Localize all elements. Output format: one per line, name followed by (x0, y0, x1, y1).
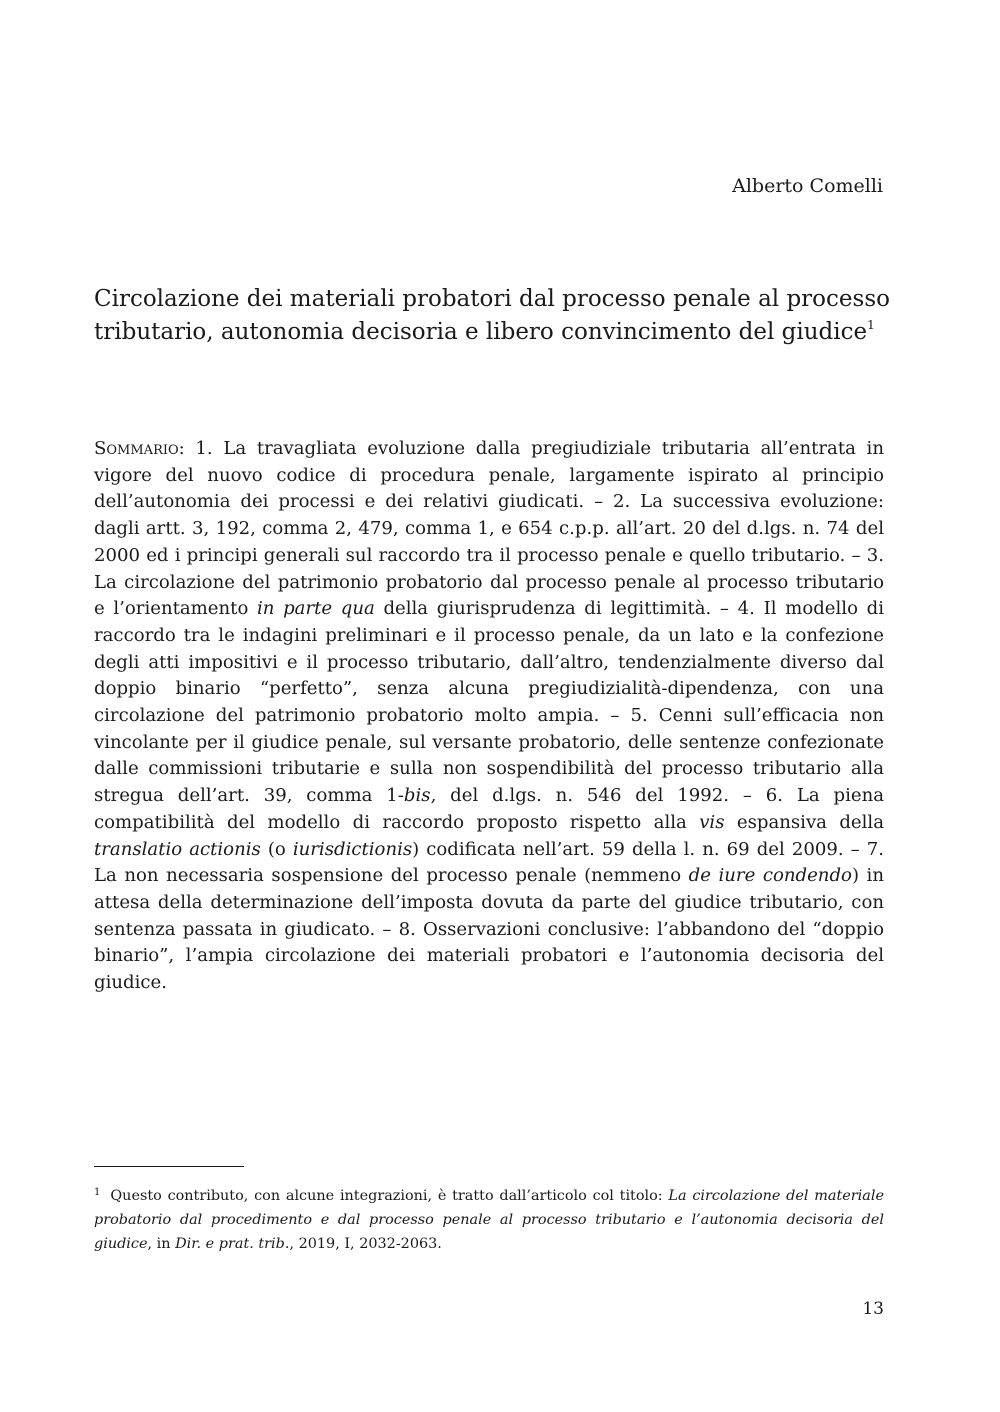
footnote (94, 1184, 884, 1256)
summary-body (94, 438, 884, 993)
text-run: Questo contributo, con alcune integrazioni, è tratto dall’articolo col titolo: (110, 1188, 669, 1204)
italic-run: iurisdictionis (292, 838, 413, 860)
text-run: espansiva della (724, 811, 884, 833)
italic-run: bis (403, 785, 431, 807)
title-footnote-marker[interactable]: 1 (867, 318, 875, 332)
summary-paragraph (94, 436, 884, 997)
italic-run: vis (699, 811, 725, 833)
text-run: della giurisprudenza di legittimità. – 4. Il modello di raccordo tra le indagini preliminari e il processo penale, da un lato e la confezione degli atti impositivi e il processo tributario, dall’altro, tendenzialmente diverso dal doppio binario “perfetto”, senza alcuna pregiudizialità-dipendenza, con una circolazione del patrimonio probatorio molto ampia. – 5. Cenni sull’efficacia non vincolante per il giudice penale, sul versante probatorio, delle sentenze confezionate dalle commissioni tributarie e sulla non sospendibilità del processo tributario alla stregua dell’art. 39, comma 1- (94, 598, 884, 807)
text-run: , 2019, I, 2032-2063. (289, 1236, 442, 1252)
footnote-text (94, 1188, 884, 1252)
author-name: Alberto Comelli (732, 175, 883, 197)
footnote-marker: 1 (94, 1187, 101, 1198)
italic-run: Dir. e prat. trib. (175, 1236, 290, 1252)
italic-run: translatio actionis (94, 838, 261, 860)
page-number: 13 (862, 1299, 884, 1319)
text-run: , del d.lgs. n. 546 del 1992. – 6. La piena compatibilità del modello di raccordo proposto rispetto alla (94, 785, 885, 833)
text-run: , in (147, 1236, 176, 1252)
text-run: (o (260, 838, 293, 860)
text-run: 1. La travagliata evoluzione dalla pregiudiziale tributaria all’entrata in vigore del nuovo codice di procedura penale, largamente ispirato al principio dell’autonomia dei processi e dei relativi giudicati. – 2. La successiva evoluzione: dagli artt. 3, 192, comma 2, 479, comma 1, e 654 c.p.p. all’art. 20 del d.lgs. n. 74 del 2000 ed i principi generali sul raccordo tra il processo penale e quello tributario. – 3. La circolazione del patrimonio probatorio dal processo penale al processo tributario e l’orientamento (94, 438, 884, 620)
article-title-text: Circolazione dei materiali probatori dal processo penale al processo tributario, autonomia decisoria e libero convincimento del giudice (94, 286, 890, 345)
italic-run: de iure condendo (688, 865, 852, 887)
text-run: ) in attesa della determinazione dell’imposta dovuta da parte del giudice tributario, con sentenza passata in giudicato. – 8. Osservazioni conclusive: l’abbandono del “doppio binario”, l’ampia circolazione dei materiali probatori e l’autonomia decisoria del giudice. (94, 865, 884, 994)
italic-run: in parte qua (257, 598, 375, 620)
footnote-divider (94, 1166, 244, 1167)
article-title (94, 283, 894, 349)
italic-run: La circolazione del materiale probatorio dal procedimento e dal processo penale al processo tributario e l’autonomia decisoria del giudice (94, 1188, 884, 1252)
summary-label: Sommario: (94, 438, 185, 459)
text-run: ) codificata nell’art. 59 della l. n. 69 del 2009. – 7. La non necessaria sospensione del processo penale (nemmeno (94, 838, 884, 887)
